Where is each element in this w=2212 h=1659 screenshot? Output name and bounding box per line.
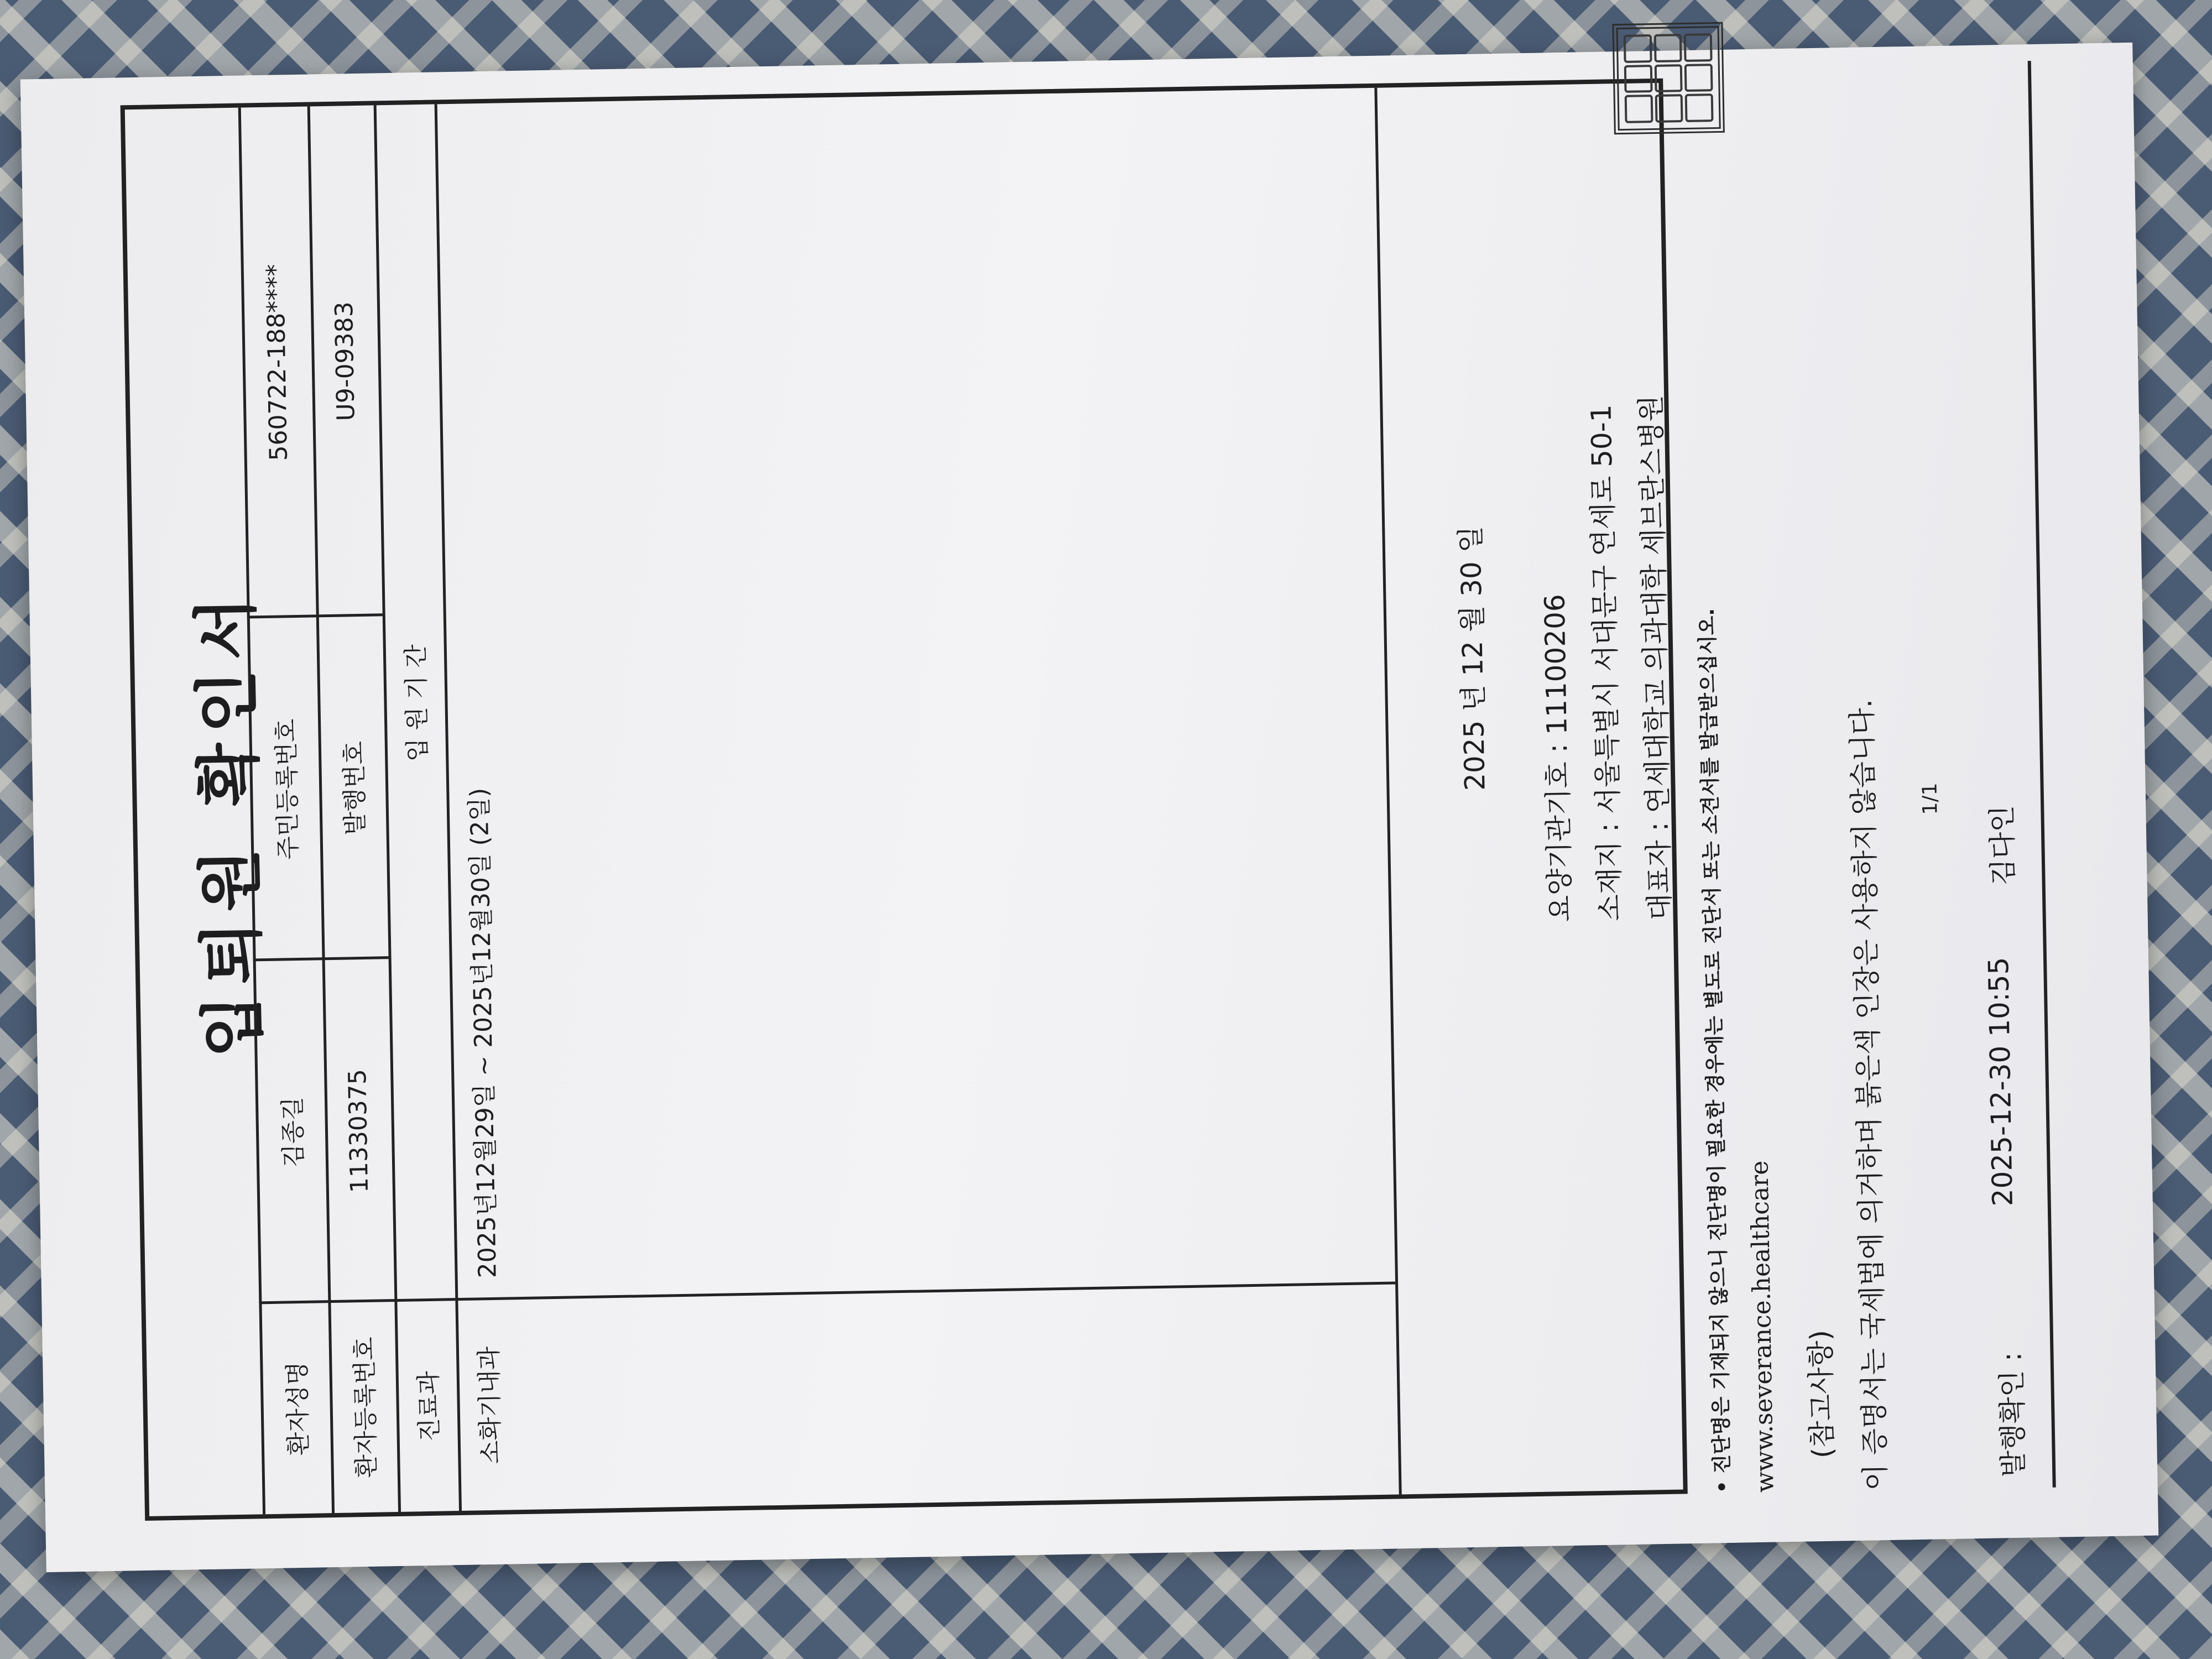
paper-sheet [20, 43, 2159, 1572]
value-admission-period: 2025년12월29일 ~ 2025년12월30일 (2일) [465, 787, 502, 1279]
label-issue-no: 발행번호 [340, 740, 370, 836]
label-patient-reg-no: 환자등록번호 [350, 1337, 381, 1478]
label-admission-period: 입 원 기 간 [401, 644, 432, 762]
diagnosis-note: • 진단명은 기재되지 않으니 진단명이 필요한 경우에는 별도로 진단서 또는 소견서를 발급받으십시오. [1695, 608, 1734, 1494]
institution-code: 요양기관기호 : 11100206 [1538, 593, 1577, 922]
reference-title: (참고사항) [1804, 1329, 1839, 1459]
issue-date: 2025 년 12 월 30 일 [1454, 525, 1491, 791]
website: www.severance.healthcare [1745, 1160, 1780, 1493]
document-title: 입퇴원 확인서 [187, 586, 272, 1058]
issue-datetime: 2025-12-30 10:55 [1982, 957, 2019, 1207]
page-number: 1/1 [1918, 782, 1942, 815]
value-issue-no: U9-09383 [330, 301, 361, 421]
value-department: 소화기내과 [474, 1346, 505, 1464]
address: 소재지 : 서울특별시 서대문구 연세로 50-1 [1585, 404, 1626, 922]
issuer-name: 김다인 [1986, 805, 2020, 886]
reference-text: 이 증명서는 국세법에 의거하며 붉은색 인장은 사용하지 않습니다. [1845, 698, 1892, 1491]
hospital-seal [1612, 22, 1724, 134]
label-resident-no: 주민등록번호 [272, 718, 302, 860]
representative: 대표자 : 연세대학교 의과대학 세브란스병원 [1635, 394, 1676, 921]
label-patient-name: 환자성명 [283, 1361, 313, 1456]
value-patient-name: 김종길 [278, 1097, 308, 1168]
issue-confirm-label: 발행확인 : [1995, 1352, 2030, 1478]
footer-rule [2028, 61, 2056, 1488]
certificate-page [48, 32, 2131, 1583]
certificate-table [121, 79, 1688, 1521]
value-resident-no: 560722-188**** [261, 264, 293, 461]
label-department: 진료과 [414, 1370, 444, 1442]
table-rule [455, 1281, 1395, 1301]
value-patient-reg-no: 11330375 [343, 1068, 374, 1193]
